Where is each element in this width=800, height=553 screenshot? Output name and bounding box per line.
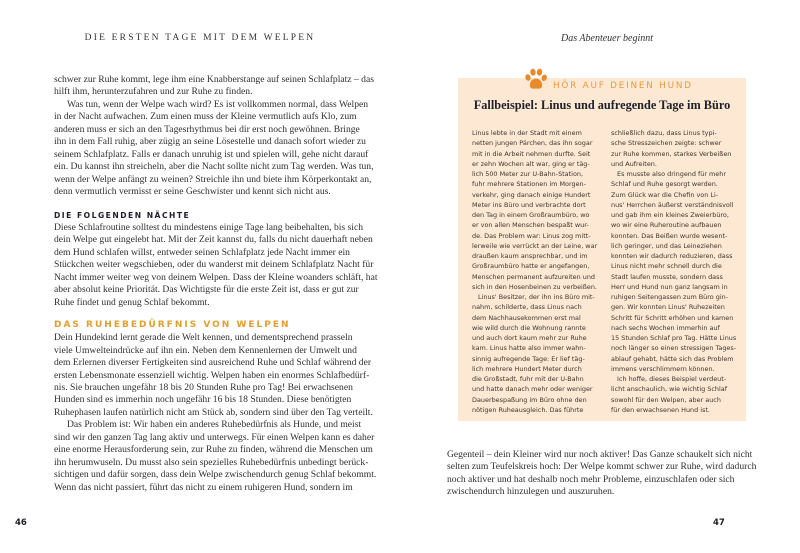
text-line: Linus' Besitzer, der ihn ins Büro mit- [478, 293, 595, 301]
text-line: Es musste also dringend für mehr [617, 170, 726, 178]
text-line: und Aufreiten. [611, 159, 657, 168]
text-line: schwer zur Ruhe kommt, lege ihm eine Knabberstange auf seinen Schlafplatz – das [54, 74, 374, 85]
text-line: Was tun, wenn der Welpe wach wird? Es ist vollkommen normal, dass Welpen [67, 98, 369, 110]
callout-title: Fallbeispiel: Linus und aufregende Tage im Büro [473, 98, 731, 112]
text-line: wo wir eine Ruheroutine aufbauen [611, 221, 722, 230]
paragraph-intro-1 [54, 74, 374, 99]
text-line: sche Stresszeichen zeigte: schwer [611, 139, 722, 148]
left-body-text [54, 74, 378, 494]
text-line: seinem Schlafplatz. Falls er danach unruhig ist und spielen will, gehe nicht darauf [54, 148, 369, 160]
text-line: dem Erlernen diverser Fertigkeiten sind ausreichend Ruhe und Schlaf während der [54, 357, 372, 369]
text-line: schließlich dazu, dass Linus typi- [611, 129, 717, 137]
text-line: de. Das Problem war: Linus zog mitt- [472, 231, 591, 240]
paragraph-intro-2 [54, 98, 374, 199]
text-line: Ruhe findet und genug Schlaf bekommt. [54, 296, 210, 308]
text-line: sichtigen und dafür sorgen, dass dein Welpe zwischendurch genug Schlaf bekommt. [54, 469, 377, 481]
text-line: ein. Du kannst ihn streicheln, aber die Nacht sollte nicht zum Tag werden. Was tun, [54, 161, 374, 173]
text-line: konnten wir dadurch reduzieren, dass [611, 252, 733, 260]
text-line: und auch dort kaum mehr zur Ruhe [472, 334, 587, 342]
text-line: die Großstadt, fuhr mit der U-Bahn [472, 375, 584, 383]
text-line: sich in den Hosenbeinen zu verbeißen. [472, 282, 597, 291]
right-page [400, 0, 800, 553]
callout-paragraph [611, 169, 737, 374]
text-line: nis. Sie brauchen ungefähr 18 bis 20 Stunden Ruhe pro Tag! Bei erwachsenen [54, 381, 353, 393]
text-line: Wenn das nicht passiert, führt das nicht zu einem ruhigeren Hund, sondern im [54, 481, 353, 493]
text-line: Nacht immer weiter weg von deinem Welpen. Dass der Kleine woanders schläft, hat [54, 271, 378, 283]
text-line: ersten Lebensmonate essenziell wichtig. Welpen haben ein enormes Schlafbedürf- [54, 369, 370, 381]
paw-icon [523, 67, 549, 93]
text-line: und gab ihm ein kleines Zweierbüro, [611, 211, 729, 219]
text-line: wenn der Welpe anfängt zu weinen? Streichle ihn und biete ihm Körperkontakt an, [54, 173, 372, 185]
callout-paragraph [611, 128, 737, 169]
text-line: Schlaf und Ruhe gesorgt werden. [611, 180, 718, 189]
callout-column-2 [611, 128, 737, 415]
callout-kicker: HÖR AUF DEINEN HUND [553, 81, 693, 91]
text-line: fuhr mehrere Stationen im Morgen- [472, 180, 586, 189]
text-line: 15 Stunden Schlaf pro Tag. Hätte Linus [611, 334, 737, 342]
text-line: eine enorme Herausforderung sein, zur Ruhe zu finden, während die Menschen um [54, 444, 373, 456]
text-line: er zehn Wochen alt war, ging er täg- [472, 159, 590, 168]
text-line: gen. Wir konnten Linus' Ruhezeiten [611, 303, 725, 312]
running-head-right: Das Abenteuer beginnt [560, 33, 654, 44]
paragraph-rest-needs-2 [54, 419, 377, 494]
text-line: und hatte danach mehr oder weniger [472, 385, 593, 394]
text-line: Hunden sind es immerhin noch ungefähr 16 bis 18 Stunden. Diese benötigten [54, 394, 352, 406]
running-head-left: DIE ERSTEN TAGE MIT DEM WELPEN [84, 33, 316, 43]
text-line: licht anschaulich, wie wichtig Schlaf [611, 385, 727, 394]
text-line: ihn herumwuseln. Du musst also sein spezielles Ruhebedürfnis unbedingt berück- [54, 456, 369, 468]
subhead-rest-needs: DAS RUHEBEDÜRFNIS VON WELPEN [54, 320, 291, 331]
text-line: Stückchen weiter wegschieben, oder du wanderst mit deinem Schlafplatz Nacht für [54, 259, 374, 271]
text-line: denn vermutlich vermisst er seine Geschwister und kennt sich nicht aus. [54, 186, 331, 198]
text-line: ablauf gehabt, hätte sich das Problem [611, 354, 734, 363]
text-line: in der Nacht aufwachen. Zum einen muss der Kleine vermutlich aufs Klo, zum [54, 111, 357, 123]
text-line: Ruhephasen laufen natürlich nicht am Stück ab, sondern sind über den Tag verteilt. [54, 406, 373, 418]
text-line: dem Hund schlafen willst, entweder seinen Schlafplatz jede Nacht immer ein [54, 246, 350, 258]
paragraph-following-nights [54, 221, 378, 309]
text-line: nahm, schilderte, dass Linus nach [472, 303, 582, 312]
paragraph-rest-needs-1 [54, 332, 373, 419]
text-line: dem Nachhausekommen erst mal [472, 313, 581, 322]
text-line: dein Welpe gut eingelebt hat. Mit der Zeit kannst du, falls du nicht dauerhaft neben [54, 234, 373, 246]
text-line: ihn in dem Fall ruhig, aber zügig an seine Lösestelle und danach sofort wieder zu [54, 136, 366, 148]
text-line: zwischendurch hinzulegen und auszuruhen. [447, 486, 615, 498]
text-line: Dauerbespaßung im Büro ohne den [472, 395, 587, 404]
text-line: Zum Glück war die Chefin von Li- [611, 190, 719, 199]
callout-paragraph [611, 374, 737, 415]
text-line: für den erwachsenen Hund ist. [611, 405, 710, 414]
text-line: selten zum Teufelskreis hoch: Der Welpe kommt schwer zur Ruhe, wird dadurch [447, 461, 757, 473]
text-line: Stadt laufen musste, sondern dass [611, 272, 723, 281]
text-line: Ich hoffe, dieses Beispiel verdeut- [617, 375, 727, 383]
text-line: lerweile wie verrückt an der Leine, war [472, 241, 598, 250]
text-line: den Tag in einem Großraumbüro, wo [472, 211, 590, 219]
text-line: aber absolut keine Priorität. Das Wichtigste für die erste Zeit ist, dass er gut zur [54, 284, 359, 296]
text-line: anderen muss er sich an den Tagesrhythmus bei dir erst noch gewöhnen. Bringe [54, 123, 360, 135]
text-line: Das Problem ist: Wir haben ein anderes Ruhebedürfnis als Hunde, und meist [67, 419, 362, 431]
text-line: netten jungen Pärchen, das ihn sogar [472, 139, 593, 148]
callout-paragraph [472, 128, 598, 292]
callout-paragraph [472, 292, 598, 415]
text-line: Dein Hundekind lernt gerade die Welt kennen, und dementsprechend prasseln [54, 332, 353, 344]
text-line: wie wild durch die Wohnung rannte [472, 323, 586, 332]
text-line: noch länger so einen stressigen Tages- [611, 344, 737, 353]
text-line: lich geringer, und das Leineziehen [611, 241, 722, 250]
text-line: Menschen permanent aufzureiten und [472, 272, 596, 281]
text-line: Linus lebte in der Stadt mit einem [472, 129, 582, 137]
text-line: er von allen Menschen bespaßt wur- [472, 221, 589, 230]
text-line: mit in die Arbeit nehmen durfte. Seit [472, 149, 591, 158]
text-line: noch aktiver und hat deshalb noch mehr Probleme, einzuschlafen oder sich [447, 473, 735, 485]
text-line: draußen kaum ansprechbar, und im [472, 252, 588, 260]
text-line: nach sechs Wochen immerhin auf [611, 323, 720, 332]
callout-column-1 [472, 128, 598, 415]
text-line: Gegenteil – dein Kleiner wird nur noch aktiver! Das Ganze schaukelt sich nicht [447, 449, 753, 460]
text-line: konnten. Das Beißen wurde wesent- [611, 231, 728, 240]
text-line: nötigen Ruheausgleich. Das führte [472, 405, 584, 414]
text-line: sind wir den ganzen Tag lang aktiv und unterwegs. Für einen Welpen kann es daher [54, 431, 375, 443]
text-line: kam. Linus hatte also immer wahn- [472, 344, 586, 353]
text-line: viele Umwelteindrücke auf ihn ein. Neben dem Kennenlernen der Umwelt und [54, 344, 357, 356]
text-line: Herr und Hund nun ganz langsam in [611, 282, 728, 291]
right-body-text [447, 449, 757, 499]
page-number-left: 46 [15, 518, 27, 528]
text-line: Meter ins Büro und verbrachte dort [472, 200, 586, 209]
text-line: hilft ihm, herunterzufahren und zur Ruhe zu finden. [54, 86, 253, 98]
text-line: sowohl für den Welpen, aber auch [611, 395, 721, 404]
text-line: verkehr, ging danach einige Hundert [472, 190, 591, 199]
text-line: Schritt für Schritt erhöhen und kamen [611, 313, 734, 322]
text-line: Linus nicht mehr schnell durch die [611, 262, 722, 271]
text-line: nus' Herrchen äußerst verständnisvoll [611, 200, 734, 209]
text-line: immens verschlimmern können. [611, 364, 715, 373]
paragraph-continuation [447, 449, 757, 499]
text-line: lich mehrere Hundert Meter durch [472, 364, 582, 373]
text-line: lich 500 Meter zur U-Bahn-Station, [472, 170, 584, 178]
page-number-right: 47 [713, 518, 725, 528]
text-line: Großraumbüro hatte er angefangen, [472, 262, 590, 271]
text-line: ruhigen Seitengassen zum Büro gin- [611, 293, 729, 301]
text-line: zur Ruhe kommen, starkes Verbeißen [611, 149, 732, 158]
case-study-callout [458, 78, 746, 421]
text-line: sinnig aufregende Tage: Er lief täg- [472, 354, 585, 363]
subhead-following-nights: DIE FOLGENDEN NÄCHTE [54, 210, 191, 220]
text-line: Diese Schlafroutine solltest du mindestens einige Tage lang beibehalten, bis sich [54, 221, 364, 233]
